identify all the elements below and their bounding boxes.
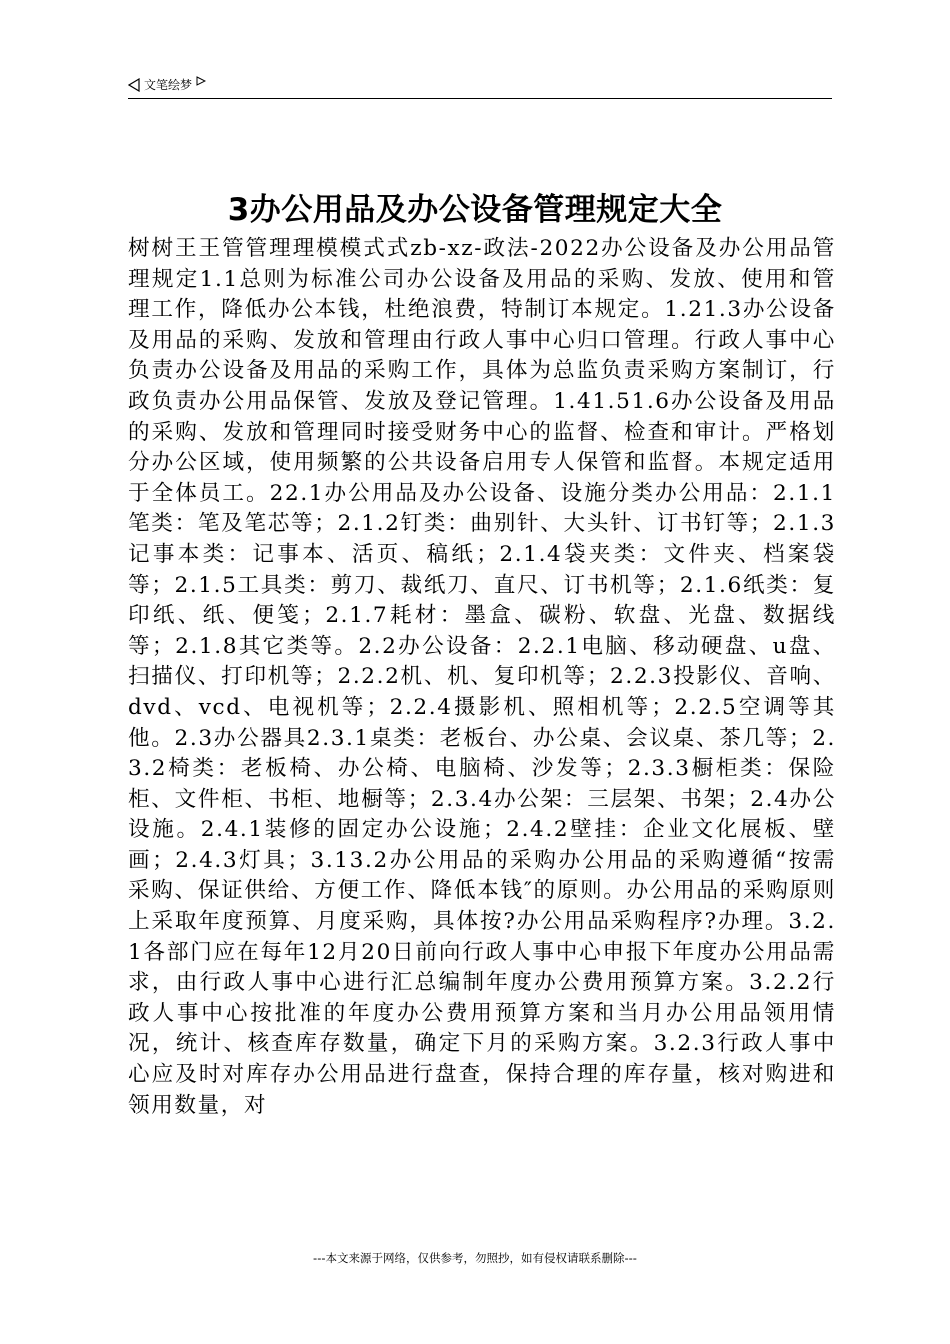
header-brand: 文笔绘梦 xyxy=(144,78,193,92)
page-header xyxy=(128,74,832,99)
document-body: 树树王王管管理理模模式式zb-xz-政法-2022办公设备及办公用品管理规定1.1总则为标准公司办公设备及用品的采购、发放、使用和管理工作，降低办公本钱，杜绝浪费，特制订本规定。1.21.3办公设备及用品的采购、发放和管理由行政人事中心归口管理。行政人事中心负责办公设备及用品的采购工作，具体为总监负责采购方案制订，行政负责办公用品保管、发放及登记管理。1.41.51.6办公设备及用品的采购、发放和管理同时接受财务中心的监督、检查和审计。严格划分办公区域，使用频繁的公共设备启用专人保管和监督。本规定适用于全体员工。22.1办公用品及办公设备、设施分类办公用品：2.1.1笔类：笔及笔芯等；2.1.2钉类：曲别针、大头针、订书钉等；2.1.3记事本类：记事本、活页、稿纸；2.1.4袋夹类：文件夹、档案袋等；2.1.5工具类：剪刀、裁纸刀、直尺、订书机等；2.1.6纸类：复印纸、纸、便笺；2.1.7耗材：墨盒、碳粉、软盘、光盘、数据线等；2.1.8其它类等。2.2办公设备：2.2.1电脑、移动硬盘、u盘、扫描仪、打印机等；2.2.2机、机、复印机等；2.2.3投影仪、音响、dvd、vcd、电视机等；2.2.4摄影机、照相机等；2.2.5空调等其他。2.3办公器具2.3.1桌类：老板台、办公桌、会议桌、茶几等；2.3.2椅类：老板椅、办公椅、电脑椅、沙发等；2.3.3橱柜类：保险柜、文件柜、书柜、地橱等；2.3.4办公架：三层架、书架；2.4办公设施。2.4.1装修的固定办公设施；2.4.2壁挂：企业文化展板、壁画；2.4.3灯具；3.13.2办公用品的采购办公用品的采购遵循“按需采购、保证供给、方便工作、降低本钱″的原则。办公用品的采购原则上采取年度预算、月度采购，具体按?办公用品采购程序?办理。3.2.1各部门应在每年12月20日前向行政人事中心申报下年度办公用品需求，由行政人事中心进行汇总编制年度办公费用预算方案。3.2.2行政人事中心按批准的年度办公费用预算方案和当月办公用品领用情况，统计、核查库存数量，确定下月的采购方案。3.2.3行政人事中心应及时对库存办公用品进行盘查，保持合理的库存量，核对购进和领用数量，对 xyxy=(128,236,836,1118)
header-brand-group xyxy=(128,76,206,93)
footer-disclaimer: ---本文来源于网络，仅供参考，勿照抄，如有侵权请联系删除--- xyxy=(313,1251,637,1265)
triangle-right-icon xyxy=(196,76,206,86)
document-title: 3办公用品及办公设备管理规定大全 xyxy=(227,192,723,228)
triangle-left-icon xyxy=(128,78,140,92)
